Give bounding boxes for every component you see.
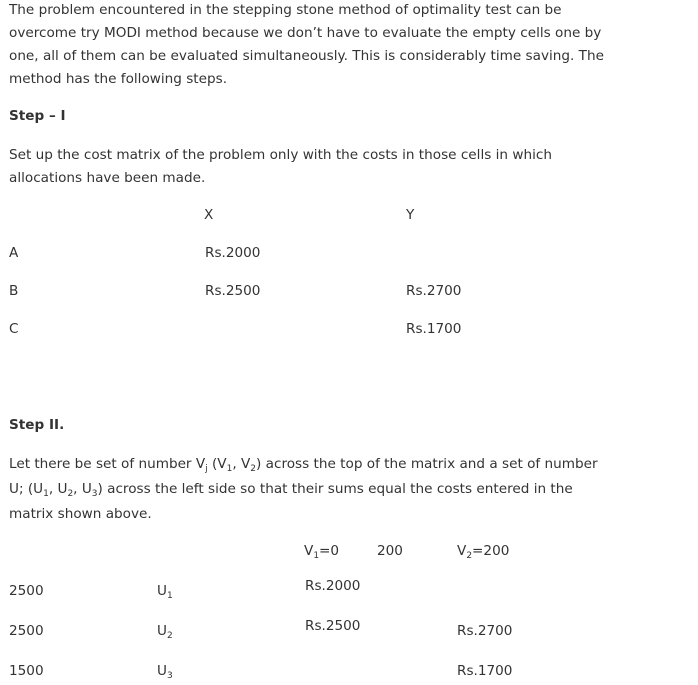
step2-line: Let there be set of number $V_j$ ($V_1$, $V_2$) across the top of the matrix and a set of number	[9, 456, 598, 474]
row-label-b: B	[9, 283, 19, 299]
u3-label: $U_3$	[157, 663, 173, 681]
u2-label: $U_2$	[157, 623, 173, 641]
intro-paragraph	[9, 0, 604, 91]
cell-b-x: Rs.2500	[205, 283, 261, 299]
v2-header: $V_2=200$	[457, 543, 510, 561]
intro-line: method has the following steps.	[9, 71, 228, 87]
row-value: 2500	[9, 623, 44, 639]
v1-header: $V_1=0$	[304, 543, 340, 561]
cell-c-y: Rs.1700	[406, 321, 462, 337]
step2-line: matrix shown above.	[9, 506, 152, 522]
step1-paragraph	[9, 144, 552, 190]
step2-heading: Step II.	[9, 417, 65, 433]
cell-a-x: Rs.2000	[205, 245, 261, 261]
column-header-x: X	[204, 207, 214, 223]
step1-heading: Step – I	[9, 108, 66, 124]
cell-u1-x: Rs.2000	[305, 578, 361, 594]
cell-u3-y: Rs.1700	[457, 663, 513, 679]
row-label-a: A	[9, 245, 19, 261]
row-value: 1500	[9, 663, 44, 679]
step1-line: Set up the cost matrix of the problem only with the costs in those cells in which	[9, 147, 552, 163]
row-value: 2500	[9, 583, 44, 599]
v-mid-value: 200	[377, 543, 403, 559]
u1-label: $U_1$	[157, 583, 173, 601]
intro-line: overcome try MODI method because we don’t have to evaluate the empty cells one by	[9, 25, 602, 41]
cell-b-y: Rs.2700	[406, 283, 462, 299]
step1-line: allocations have been made.	[9, 170, 206, 186]
step2-line: U; ($U_1$, $U_2$, $U_3$) across the left side so that their sums equal the costs entered in the	[9, 481, 573, 499]
intro-line: one, all of them can be evaluated simultaneously. This is considerably time saving. The	[9, 48, 604, 64]
cell-u2-y: Rs.2700	[457, 623, 513, 639]
intro-line: The problem encountered in the stepping stone method of optimality test can be	[9, 2, 562, 18]
row-label-c: C	[9, 321, 19, 337]
cell-u2-x: Rs.2500	[305, 618, 361, 634]
column-header-y: Y	[406, 207, 415, 223]
step2-paragraph	[9, 453, 598, 528]
